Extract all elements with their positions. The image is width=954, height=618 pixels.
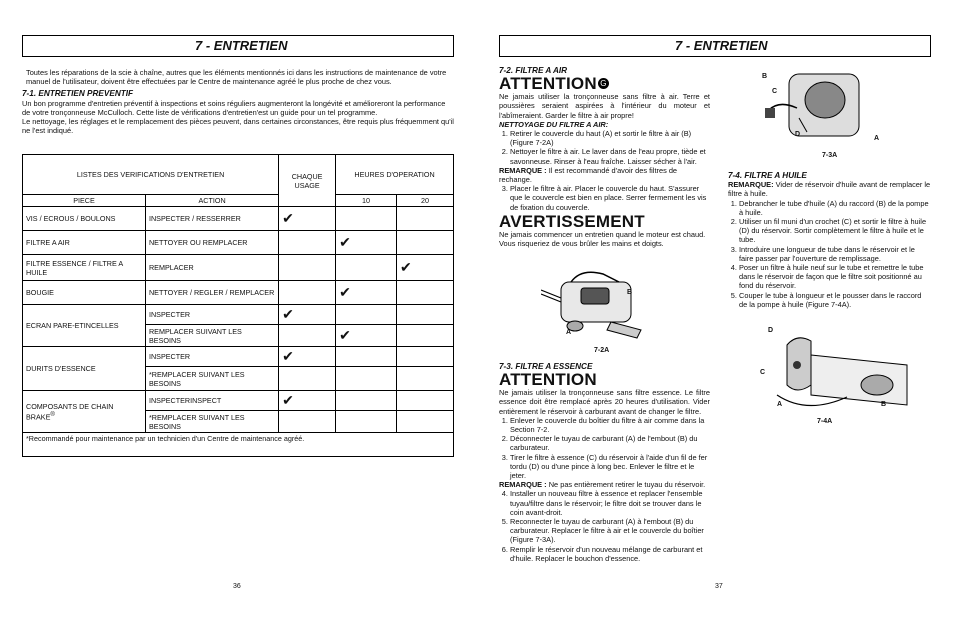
figure-label-a: A — [777, 401, 783, 408]
remark-label: REMARQUE: — [728, 180, 774, 190]
list-item: 4. Poser un filtre à huile neuf sur le tube et remettre le tube dans le réservoir de façon que le filtre soit positionné au fond du réservoir. — [739, 263, 931, 291]
list-item: 2. Nettoyer le filtre à air. Le laver dans de l'eau propre, tiède et savonneuse. Rinser à l'eau fraîche. Laisser sécher à l'air. — [510, 147, 710, 165]
right-column-2 — [728, 171, 931, 309]
row-action: REMPLACER — [145, 255, 278, 281]
row-piece: ECRAN PARE-ETINCELLES — [23, 305, 146, 347]
page-number-left: 36 — [233, 583, 241, 590]
list-item: 2. Déconnecter le tuyau de carburant (A) de l'embout (B) du carburateur. — [510, 434, 710, 452]
row-action: INSPECTER — [145, 347, 278, 367]
attention-title: ATTENTION — [499, 74, 597, 94]
table-header-20: 20 — [397, 195, 454, 207]
list-item: 2. Utiliser un fil muni d'un crochet (C) et sortir le filtre à huile (D) du réservoir. Sortir complètement le filtre à huile et le tube. — [739, 217, 931, 245]
table-header-list: LISTES DES VERIFICATIONS D'ENTRETIEN — [23, 155, 279, 195]
check-mark: ✔ — [279, 347, 336, 367]
right-page — [477, 0, 954, 618]
list-item: 1. Enlever le couvercle du boîtier du filtre à air comme dans la Section 7-2. — [510, 416, 710, 434]
fuel-filter-figure — [759, 70, 869, 152]
row-action: REMPLACER SUIVANT LES BESOINS — [145, 325, 278, 347]
row-action: NETTOYER OU REMPLACER — [145, 231, 278, 255]
remark-text: Vider de réservoir d'huile avant de remplacer le filtre à huile. — [728, 180, 931, 199]
table-header-action: ACTION — [145, 195, 278, 207]
attention-heading-1 — [499, 75, 710, 92]
table-header-piece: PIECE — [23, 195, 146, 207]
remark-text: Il est recommandé d'avoir des filtres de rechange. — [499, 165, 678, 185]
paragraph-2: Le nettoyage, les réglages et le remplacement des pièces peuvent, dans certaines circonstances, être requis plus fréquemment qu'il ne l'est indiqué. — [22, 117, 454, 136]
check-mark: ✔ — [279, 391, 336, 411]
table-row — [23, 207, 454, 231]
avertissement-text: Ne jamais commencer un entretien quand le moteur est chaud. Vous risqueriez de vous brûler les mains et doigts. — [499, 229, 706, 249]
figure-caption-7-2a: 7-2A — [594, 347, 610, 354]
air-filter-warning: Ne jamais utiliser la tronçonneuse sans filtre à air. Terre et poussières seraient aspirées à l'intérieur du moteur et l'abîmeraient. Garder le filtre à air propre! — [499, 92, 710, 120]
paragraph-1: Un bon programme d'entretien préventif à inspections et soins réguliers augmenteront la longévité et amélioreront la performance de votre tronçonneuse McCulloch. Cette liste de vérifications d'entretien'est un guide pour un tel programme. — [22, 99, 446, 118]
figure-label-d: D — [768, 327, 774, 334]
remark-label: REMARQUE : — [499, 165, 547, 175]
check-mark: ✔ — [279, 207, 336, 231]
figure-label-c: C — [772, 88, 778, 95]
table-row — [23, 231, 454, 255]
row-piece — [23, 391, 146, 433]
maintenance-table — [22, 154, 454, 457]
check-mark: ✔ — [336, 281, 397, 305]
list-item: 4. Installer un nouveau filtre à essence et replacer l'ensemble tuyau/filtre dans le réservoir; le filtre doit se trouver dans le coin avant-droit. — [510, 489, 710, 517]
list-item: 5. Reconnecter le tuyau de carburant (A) à l'embout (B) du carburateur. Replacer le filtre à air et le couvercle du boîtier (Figure 7-3A). — [510, 517, 710, 545]
subsection-title-7-2: 7-2. FILTRE A AIR — [499, 66, 568, 75]
remark-text: Ne pas entièrement retirer le tuyau du réservoir. — [548, 480, 706, 490]
row-action: INSPECTER — [145, 305, 278, 325]
table-header-each-use: CHAQUE USAGE — [279, 155, 336, 207]
table-header-10: 10 — [336, 195, 397, 207]
row-piece: BOUGIE — [23, 281, 146, 305]
row-action: INSPECTERINSPECT — [145, 391, 278, 411]
fuel-filter-steps-2 — [499, 489, 710, 563]
check-mark: ✔ — [336, 325, 397, 347]
check-mark: ✔ — [336, 231, 397, 255]
list-item: 3. Placer le filtre à air. Placer le couvercle du haut. S'assurer que le couvercle est bien en place. Serrer fermement les vis de fixation du couvercle. — [510, 184, 710, 212]
oil-filter-steps — [728, 199, 931, 309]
fuel-filter-warning: Ne jamais utiliser la tronçonneuse sans filtre essence. Le filtre essence doit être remplacé après 20 heures d'utilisation. Vider entièrement le réservoir à carburant avant de changer le filtre. — [499, 388, 710, 416]
right-column-1b — [499, 362, 710, 563]
row-piece: VIS / ECROUS / BOULONS — [23, 207, 146, 231]
registered-mark: ® — [50, 411, 55, 418]
air-filter-cleaning-title: NETTOYAGE DU FILTRE A AIR: — [499, 119, 609, 129]
list-item: 1. Retirer le couvercle du haut (A) et sortir le filtre à air (B) (Figure 7-2A) — [510, 129, 710, 147]
oil-filter-figure — [767, 325, 917, 415]
subsection-title-7-3: 7-3. FILTRE A ESSENCE — [499, 362, 593, 371]
list-item: 5. Couper le tube à longueur et le pousser dans le raccord de la pompe à huile (Figure 7-4A). — [739, 291, 931, 309]
row-action: *REMPLACER SUIVANT LES BESOINS — [145, 367, 278, 391]
table-footnote: *Recommandé pour maintenance par un technicien d'un Centre de maintenance agréé. — [23, 433, 454, 457]
row-piece-text: COMPOSANTS DE CHAIN BRAKE — [26, 401, 114, 422]
section-header-right: 7 - ENTRETIEN — [499, 35, 931, 57]
list-item: 3. Tirer le filtre à essence (C) du réservoir à l'aide d'un fil de fer tordu (D) ou d'une pince à long bec. Enlever le filtre et le jeter. — [510, 453, 710, 481]
row-action: INSPECTER / RESSERRER — [145, 207, 278, 231]
row-piece: FILTRE ESSENCE / FILTRE A HUILE — [23, 255, 146, 281]
check-mark: ✔ — [279, 305, 336, 325]
oil-filter-remark — [728, 180, 931, 198]
figure-label-b: B — [762, 73, 768, 80]
air-filter-remark — [499, 166, 710, 184]
row-piece: DURITS D'ESSENCE — [23, 347, 146, 391]
figure-label-b: B — [881, 401, 887, 408]
list-item: 1. Debrancher le tube d'huile (A) du raccord (B) de la pompe à huile. — [739, 199, 931, 217]
row-action: *REMPLACER SUIVANT LES BESOINS — [145, 411, 278, 433]
page-number-right: 37 — [715, 583, 723, 590]
air-filter-step-3 — [499, 184, 710, 212]
fuel-filter-steps — [499, 416, 710, 480]
figure-caption-7-4a: 7-4A — [817, 418, 833, 425]
attention-title-2: ATTENTION — [499, 370, 597, 390]
figure-caption-7-3a: 7-3A — [822, 152, 838, 159]
right-column-1 — [499, 66, 710, 248]
table-row — [23, 347, 454, 367]
check-mark: ✔ — [397, 255, 454, 281]
table-row — [23, 305, 454, 325]
figure-label-c: C — [760, 369, 766, 376]
table-row — [23, 255, 454, 281]
chainsaw-air-filter-figure — [541, 268, 651, 344]
table-row — [23, 281, 454, 305]
warning-circle-icon: G — [598, 78, 609, 89]
subsection-title-7-1: 7-1. ENTRETIEN PREVENTIF — [22, 89, 134, 98]
figure-label-a: A — [874, 135, 880, 142]
section-header-left: 7 - ENTRETIEN — [22, 35, 454, 57]
fuel-filter-remark — [499, 480, 710, 489]
avertissement-title: AVERTISSEMENT — [499, 211, 645, 231]
intro-text: Toutes les réparations de la scie à chaîne, autres que les éléments mentionnés ici dans les instructions de maintenance de votre manuel de l'utilisateur, doivent être effectuées par le Centre de maintenance agréé le plus proche de chez vous. — [26, 68, 447, 87]
remark-label: REMARQUE : — [499, 480, 547, 490]
table-header-hours: HEURES D'OPERATION — [336, 155, 454, 195]
table-row — [23, 391, 454, 411]
row-action: NETTOYER / REGLER / REMPLACER — [145, 281, 278, 305]
figure-label-a: A — [566, 329, 572, 336]
subsection-title-7-4: 7-4. FILTRE A HUILE — [728, 171, 807, 180]
air-filter-steps — [499, 129, 710, 166]
list-item: 6. Remplir le réservoir d'un nouveau mélange de carburant et d'huile. Replacer le bouchon d'essence. — [510, 545, 710, 563]
list-item: 3. Introduire une longueur de tube dans le réservoir et le faire passer par l'ouverture de remplissage. — [739, 245, 931, 263]
figure-label-d: D — [795, 131, 801, 138]
row-piece: FILTRE A AIR — [23, 231, 146, 255]
figure-label-b: B — [627, 289, 633, 296]
